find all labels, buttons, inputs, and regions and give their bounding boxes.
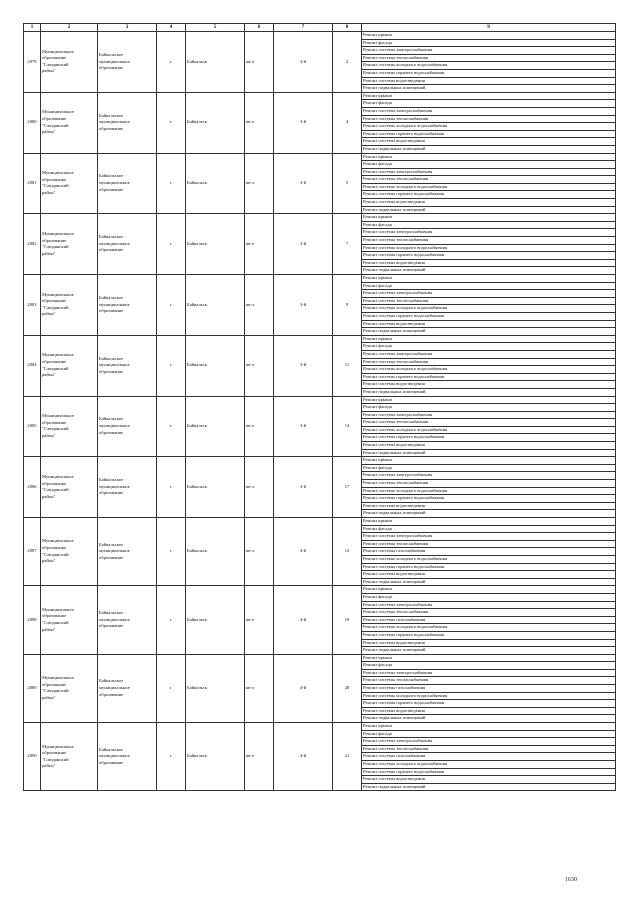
work-type-cell: Ремонт системы холодного водоснабжения xyxy=(362,366,616,374)
work-type-cell: Ремонт системы теплоснабжения xyxy=(362,419,616,427)
row-number-cell: 2090 xyxy=(24,723,41,791)
table-row xyxy=(24,32,616,40)
street-type-cell: кв-л xyxy=(245,518,274,586)
municipal-formation-cell: Муниципальное образование "Слюдянский район" xyxy=(41,457,98,518)
header-row xyxy=(24,24,616,32)
work-type-cell: Ремонт подвальных помещений xyxy=(362,510,616,518)
table-row xyxy=(24,275,616,283)
settlement-type-cell: г. xyxy=(157,214,186,275)
table-row xyxy=(24,335,616,343)
work-type-cell: Ремонт системы холодного водоснабжения xyxy=(362,555,616,563)
settlement-type-cell: г. xyxy=(157,654,186,722)
street-name-cell: 4-й xyxy=(274,586,333,654)
work-type-cell: Ремонт системы газоснабжения xyxy=(362,685,616,693)
row-number-cell: 2079 xyxy=(24,32,41,93)
work-type-cell: Ремонт системы горячего водоснабжения xyxy=(362,191,616,199)
municipal-formation-cell: Муниципальное образование "Слюдянский район" xyxy=(41,214,98,275)
work-type-cell: Ремонт системы теплоснабжения xyxy=(362,540,616,548)
street-type-cell: кв-л xyxy=(245,275,274,336)
settlement-formation-cell: Байкальское муниципальное образование xyxy=(98,586,157,654)
work-type-cell: Ремонт системы горячего водоснабжения xyxy=(362,563,616,571)
work-type-cell: Ремонт крыши xyxy=(362,396,616,404)
work-type-cell: Ремонт системы водоотведения xyxy=(362,639,616,647)
work-type-cell: Ремонт системы холодного водоснабжения xyxy=(362,62,616,70)
settlement-name-cell: Байкальск xyxy=(186,32,245,93)
municipal-formation-cell: Муниципальное образование "Слюдянский район" xyxy=(41,92,98,153)
work-type-cell: Ремонт системы теплоснабжения xyxy=(362,677,616,685)
municipal-formation-cell: Муниципальное образование "Слюдянский район" xyxy=(41,723,98,791)
work-type-cell: Ремонт системы водоотведения xyxy=(362,199,616,207)
work-type-cell: Ремонт подвальных помещений xyxy=(362,715,616,723)
settlement-name-cell: Байкальск xyxy=(186,396,245,457)
work-type-cell: Ремонт системы холодного водоснабжения xyxy=(362,692,616,700)
row-number-cell: 2081 xyxy=(24,153,41,214)
settlement-type-cell: г. xyxy=(157,335,186,396)
work-type-cell: Ремонт системы теплоснабжения xyxy=(362,237,616,245)
work-type-cell: Ремонт фасада xyxy=(362,343,616,351)
street-type-cell: кв-л xyxy=(245,396,274,457)
work-type-cell: Ремонт фасада xyxy=(362,221,616,229)
work-type-cell: Ремонт крыши xyxy=(362,214,616,222)
settlement-name-cell: Байкальск xyxy=(186,153,245,214)
house-number-cell: 21 xyxy=(333,723,362,791)
row-number-cell: 2089 xyxy=(24,654,41,722)
header-cell: 9 xyxy=(362,24,616,32)
work-type-cell: Ремонт подвальных помещений xyxy=(362,85,616,93)
table-row xyxy=(24,396,616,404)
street-type-cell: кв-л xyxy=(245,32,274,93)
street-name-cell: 3-й xyxy=(274,214,333,275)
work-type-cell: Ремонт фасада xyxy=(362,282,616,290)
header-cell: 4 xyxy=(157,24,186,32)
settlement-type-cell: г. xyxy=(157,586,186,654)
street-name-cell: 3-й xyxy=(274,275,333,336)
work-type-cell: Ремонт системы электроснабжения xyxy=(362,229,616,237)
row-number-cell: 2082 xyxy=(24,214,41,275)
street-name-cell: 3-й xyxy=(274,457,333,518)
table-row xyxy=(24,214,616,222)
work-type-cell: Ремонт системы водоотведения xyxy=(362,259,616,267)
table-row xyxy=(24,586,616,594)
work-type-cell: Ремонт крыши xyxy=(362,335,616,343)
settlement-name-cell: Байкальск xyxy=(186,214,245,275)
work-type-cell: Ремонт системы горячего водоснабжения xyxy=(362,700,616,708)
settlement-formation-cell: Байкальское муниципальное образование xyxy=(98,335,157,396)
work-type-cell: Ремонт фасада xyxy=(362,404,616,412)
settlement-type-cell: г. xyxy=(157,518,186,586)
work-type-cell: Ремонт системы электроснабжения xyxy=(362,601,616,609)
settlement-type-cell: г. xyxy=(157,92,186,153)
header-cell: 5 xyxy=(186,24,245,32)
row-number-cell: 2085 xyxy=(24,396,41,457)
work-type-cell: Ремонт системы электроснабжения xyxy=(362,107,616,115)
work-type-cell: Ремонт системы горячего водоснабжения xyxy=(362,495,616,503)
work-type-cell: Ремонт подвальных помещений xyxy=(362,647,616,655)
work-type-cell: Ремонт системы горячего водоснабжения xyxy=(362,69,616,77)
work-type-cell: Ремонт крыши xyxy=(362,654,616,662)
municipal-formation-cell: Муниципальное образование "Слюдянский район" xyxy=(41,275,98,336)
row-number-cell: 2088 xyxy=(24,586,41,654)
work-type-cell: Ремонт системы холодного водоснабжения xyxy=(362,183,616,191)
table-body xyxy=(24,24,616,791)
work-type-cell: Ремонт системы водоотведения xyxy=(362,138,616,146)
work-type-cell: Ремонт системы холодного водоснабжения xyxy=(362,244,616,252)
settlement-type-cell: г. xyxy=(157,153,186,214)
work-type-cell: Ремонт системы электроснабжения xyxy=(362,738,616,746)
work-type-cell: Ремонт системы газоснабжения xyxy=(362,548,616,556)
settlement-type-cell: г. xyxy=(157,275,186,336)
house-number-cell: 4 xyxy=(333,92,362,153)
work-type-cell: Ремонт системы теплоснабжения xyxy=(362,54,616,62)
work-type-cell: Ремонт системы горячего водоснабжения xyxy=(362,312,616,320)
work-type-cell: Ремонт фасада xyxy=(362,525,616,533)
settlement-formation-cell: Байкальское муниципальное образование xyxy=(98,153,157,214)
street-name-cell: 4-й xyxy=(274,723,333,791)
repair-program-table xyxy=(23,23,616,791)
settlement-formation-cell: Байкальское муниципальное образование xyxy=(98,654,157,722)
street-type-cell: кв-л xyxy=(245,457,274,518)
work-type-cell: Ремонт системы электроснабжения xyxy=(362,168,616,176)
work-type-cell: Ремонт системы холодного водоснабжения xyxy=(362,624,616,632)
work-type-cell: Ремонт крыши xyxy=(362,275,616,283)
header-cell: 6 xyxy=(245,24,274,32)
row-number-cell: 2084 xyxy=(24,335,41,396)
work-type-cell: Ремонт крыши xyxy=(362,92,616,100)
work-type-cell: Ремонт фасада xyxy=(362,593,616,601)
work-type-cell: Ремонт подвальных помещений xyxy=(362,206,616,214)
street-type-cell: кв-л xyxy=(245,335,274,396)
work-type-cell: Ремонт системы холодного водоснабжения xyxy=(362,426,616,434)
settlement-formation-cell: Байкальское муниципальное образование xyxy=(98,32,157,93)
work-type-cell: Ремонт фасада xyxy=(362,662,616,670)
settlement-name-cell: Байкальск xyxy=(186,518,245,586)
settlement-formation-cell: Байкальское муниципальное образование xyxy=(98,275,157,336)
settlement-formation-cell: Байкальское муниципальное образование xyxy=(98,214,157,275)
work-type-cell: Ремонт системы теплоснабжения xyxy=(362,609,616,617)
municipal-formation-cell: Муниципальное образование "Слюдянский район" xyxy=(41,335,98,396)
work-type-cell: Ремонт системы теплоснабжения xyxy=(362,176,616,184)
work-type-cell: Ремонт системы теплоснабжения xyxy=(362,297,616,305)
header-cell: 2 xyxy=(41,24,98,32)
work-type-cell: Ремонт системы теплоснабжения xyxy=(362,358,616,366)
work-type-cell: Ремонт фасада xyxy=(362,464,616,472)
settlement-type-cell: г. xyxy=(157,396,186,457)
municipal-formation-cell: Муниципальное образование "Слюдянский район" xyxy=(41,586,98,654)
work-type-cell: Ремонт системы холодного водоснабжения xyxy=(362,123,616,131)
work-type-cell: Ремонт системы холодного водоснабжения xyxy=(362,487,616,495)
street-type-cell: кв-л xyxy=(245,723,274,791)
street-type-cell: кв-л xyxy=(245,153,274,214)
work-type-cell: Ремонт подвальных помещений xyxy=(362,783,616,791)
work-type-cell: Ремонт системы теплоснабжения xyxy=(362,480,616,488)
work-type-cell: Ремонт системы водоотведения xyxy=(362,442,616,450)
work-type-cell: Ремонт системы водоотведения xyxy=(362,381,616,389)
house-number-cell: 7 xyxy=(333,214,362,275)
street-type-cell: кв-л xyxy=(245,92,274,153)
work-type-cell: Ремонт крыши xyxy=(362,586,616,594)
street-name-cell: 3-й xyxy=(274,153,333,214)
settlement-formation-cell: Байкальское муниципальное образование xyxy=(98,457,157,518)
municipal-formation-cell: Муниципальное образование "Слюдянский район" xyxy=(41,654,98,722)
work-type-cell: Ремонт подвальных помещений xyxy=(362,388,616,396)
municipal-formation-cell: Муниципальное образование "Слюдянский район" xyxy=(41,32,98,93)
table-row xyxy=(24,518,616,526)
row-number-cell: 2080 xyxy=(24,92,41,153)
street-name-cell: 4-й xyxy=(274,518,333,586)
work-type-cell: Ремонт системы холодного водоснабжения xyxy=(362,761,616,769)
settlement-name-cell: Байкальск xyxy=(186,723,245,791)
work-type-cell: Ремонт подвальных помещений xyxy=(362,145,616,153)
work-type-cell: Ремонт системы водоотведения xyxy=(362,707,616,715)
municipal-formation-cell: Муниципальное образование "Слюдянский район" xyxy=(41,153,98,214)
house-number-cell: 14 xyxy=(333,396,362,457)
street-name-cell: 3-й xyxy=(274,92,333,153)
house-number-cell: 19 xyxy=(333,586,362,654)
work-type-cell: Ремонт системы газоснабжения xyxy=(362,616,616,624)
work-type-cell: Ремонт системы горячего водоснабжения xyxy=(362,434,616,442)
work-type-cell: Ремонт системы водоотведения xyxy=(362,502,616,510)
work-type-cell: Ремонт системы водоотведения xyxy=(362,776,616,784)
work-type-cell: Ремонт системы горячего водоснабжения xyxy=(362,373,616,381)
work-type-cell: Ремонт системы электроснабжения xyxy=(362,411,616,419)
work-type-cell: Ремонт крыши xyxy=(362,518,616,526)
house-number-cell: 9 xyxy=(333,275,362,336)
street-type-cell: кв-л xyxy=(245,214,274,275)
work-type-cell: Ремонт системы холодного водоснабжения xyxy=(362,305,616,313)
settlement-name-cell: Байкальск xyxy=(186,654,245,722)
work-type-cell: Ремонт системы электроснабжения xyxy=(362,47,616,55)
street-type-cell: кв-л xyxy=(245,586,274,654)
work-type-cell: Ремонт системы горячего водоснабжения xyxy=(362,252,616,260)
work-type-cell: Ремонт фасада xyxy=(362,39,616,47)
row-number-cell: 2086 xyxy=(24,457,41,518)
settlement-name-cell: Байкальск xyxy=(186,92,245,153)
work-type-cell: Ремонт подвальных помещений xyxy=(362,267,616,275)
table-row xyxy=(24,723,616,731)
settlement-type-cell: г. xyxy=(157,723,186,791)
street-name-cell: 3-й xyxy=(274,396,333,457)
house-number-cell: 17 xyxy=(333,457,362,518)
work-type-cell: Ремонт крыши xyxy=(362,723,616,731)
work-type-cell: Ремонт системы электроснабжения xyxy=(362,290,616,298)
work-type-cell: Ремонт системы горячего водоснабжения xyxy=(362,768,616,776)
work-type-cell: Ремонт системы водоотведения xyxy=(362,571,616,579)
work-type-cell: Ремонт системы горячего водоснабжения xyxy=(362,631,616,639)
row-number-cell: 2087 xyxy=(24,518,41,586)
work-type-cell: Ремонт системы электроснабжения xyxy=(362,669,616,677)
house-number-cell: 12 xyxy=(333,518,362,586)
page-number: 1630 xyxy=(565,877,577,883)
settlement-type-cell: г. xyxy=(157,457,186,518)
work-type-cell: Ремонт системы водоотведения xyxy=(362,77,616,85)
work-type-cell: Ремонт системы теплоснабжения xyxy=(362,745,616,753)
header-cell: 1 xyxy=(24,24,41,32)
work-type-cell: Ремонт системы газоснабжения xyxy=(362,753,616,761)
work-type-cell: Ремонт подвальных помещений xyxy=(362,449,616,457)
street-type-cell: кв-л xyxy=(245,654,274,722)
table-row xyxy=(24,92,616,100)
street-name-cell: 4-й xyxy=(274,654,333,722)
work-type-cell: Ремонт системы электроснабжения xyxy=(362,472,616,480)
settlement-type-cell: г. xyxy=(157,32,186,93)
house-number-cell: 11 xyxy=(333,335,362,396)
work-type-cell: Ремонт системы горячего водоснабжения xyxy=(362,130,616,138)
header-cell: 7 xyxy=(274,24,333,32)
work-type-cell: Ремонт подвальных помещений xyxy=(362,328,616,336)
header-cell: 8 xyxy=(333,24,362,32)
work-type-cell: Ремонт фасада xyxy=(362,100,616,108)
table-row xyxy=(24,153,616,161)
work-type-cell: Ремонт крыши xyxy=(362,153,616,161)
work-type-cell: Ремонт системы водоотведения xyxy=(362,320,616,328)
work-type-cell: Ремонт системы теплоснабжения xyxy=(362,115,616,123)
house-number-cell: 2 xyxy=(333,32,362,93)
house-number-cell: 5 xyxy=(333,153,362,214)
settlement-formation-cell: Байкальское муниципальное образование xyxy=(98,518,157,586)
table-row xyxy=(24,654,616,662)
street-name-cell: 3-й xyxy=(274,32,333,93)
municipal-formation-cell: Муниципальное образование "Слюдянский район" xyxy=(41,396,98,457)
settlement-formation-cell: Байкальское муниципальное образование xyxy=(98,92,157,153)
row-number-cell: 2083 xyxy=(24,275,41,336)
municipal-formation-cell: Муниципальное образование "Слюдянский район" xyxy=(41,518,98,586)
work-type-cell: Ремонт подвальных помещений xyxy=(362,578,616,586)
settlement-name-cell: Байкальск xyxy=(186,335,245,396)
work-type-cell: Ремонт системы электроснабжения xyxy=(362,533,616,541)
table-row xyxy=(24,457,616,465)
settlement-name-cell: Байкальск xyxy=(186,586,245,654)
settlement-formation-cell: Байкальское муниципальное образование xyxy=(98,723,157,791)
settlement-name-cell: Байкальск xyxy=(186,275,245,336)
street-name-cell: 3-й xyxy=(274,335,333,396)
settlement-name-cell: Байкальск xyxy=(186,457,245,518)
work-type-cell: Ремонт фасада xyxy=(362,730,616,738)
settlement-formation-cell: Байкальское муниципальное образование xyxy=(98,396,157,457)
work-type-cell: Ремонт системы электроснабжения xyxy=(362,350,616,358)
house-number-cell: 20 xyxy=(333,654,362,722)
work-type-cell: Ремонт крыши xyxy=(362,32,616,40)
work-type-cell: Ремонт фасада xyxy=(362,161,616,169)
work-type-cell: Ремонт крыши xyxy=(362,457,616,465)
header-cell: 3 xyxy=(98,24,157,32)
